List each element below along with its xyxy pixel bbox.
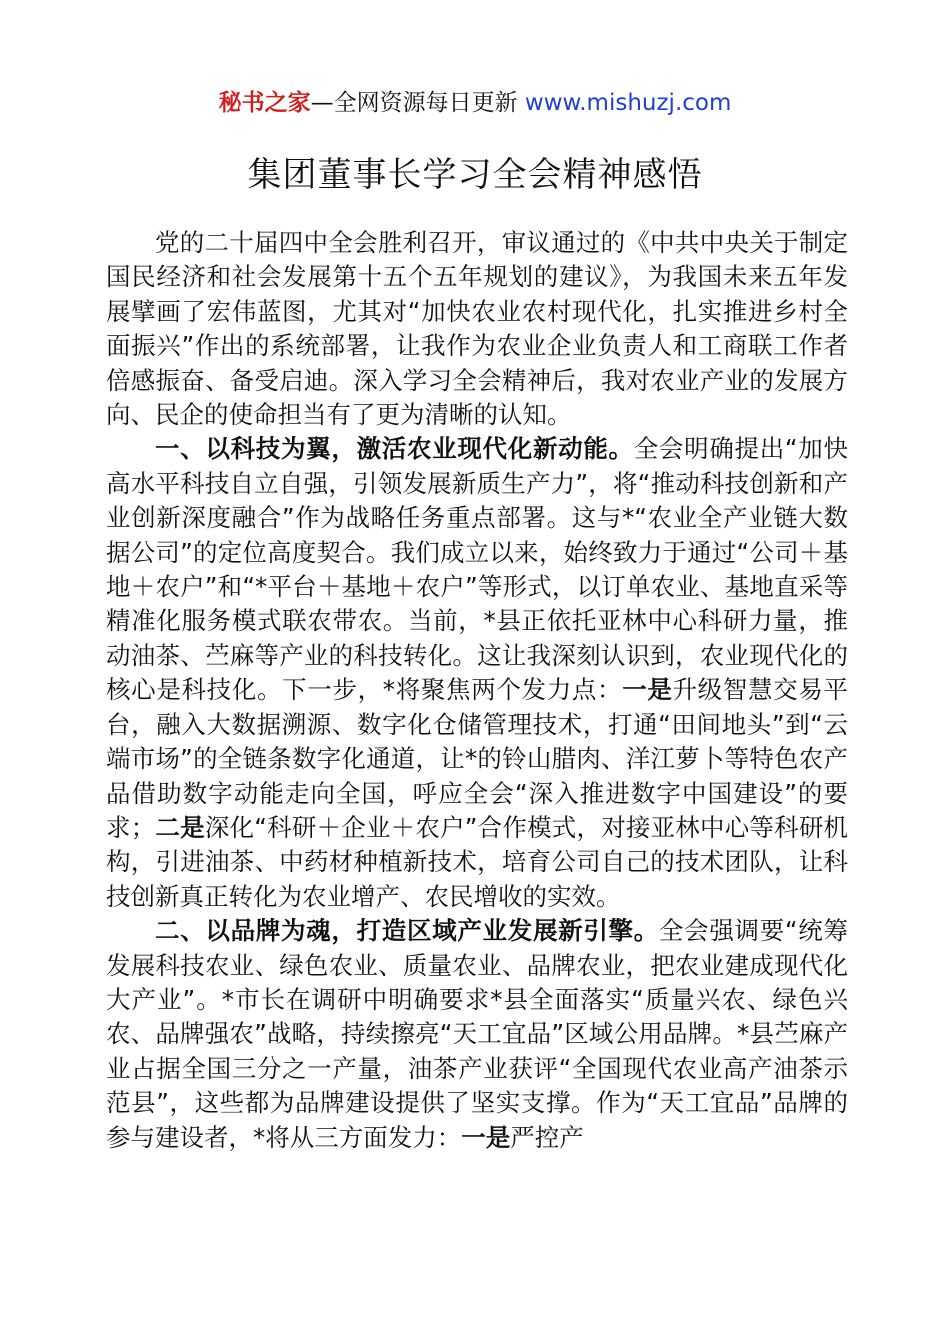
paragraph-section-1 bbox=[106, 432, 848, 914]
paragraph-text: 全会明确提出“加快高水平科技自立自强，引领发展新质生产力”，将“推动科技创新和产业创新深度融合”作为战略任务重点部署。这与*“农业全产业链大数据公司”的定位高度契合。我们成立以来，始终致力于通过“公司＋基地＋农户”和“*平台＋基地＋农户”等形式，以订单农业、基地直采等精准化服务模式联农带农。当前，*县正依托亚林中心科研力量，推动油茶、苎麻等产业的科技转化。这让我深刻认识到，农业现代化的核心是科技化。下一步，*将聚焦两个发力点： bbox=[106, 434, 848, 705]
paragraph-text: 严控产 bbox=[510, 1122, 584, 1152]
site-brand: 秘书之家 bbox=[218, 90, 311, 116]
site-tagline: —全网资源每日更新 bbox=[310, 90, 518, 116]
point-marker: 一是 bbox=[622, 675, 673, 705]
section-heading: 一、以科技为翼，激活农业现代化新动能。 bbox=[155, 434, 634, 464]
point-marker: 二是 bbox=[155, 812, 205, 842]
section-heading: 二、以品牌为魂，打造区域产业发展新引擎。 bbox=[155, 916, 659, 946]
paragraph-section-2 bbox=[106, 914, 848, 1155]
document-title: 集团董事长学习全会精神感悟 bbox=[247, 155, 703, 195]
paragraph-intro bbox=[106, 226, 848, 432]
site-header bbox=[0, 86, 950, 120]
paragraph-text: 党的二十届四中全会胜利召开，审议通过的《中共中央关于制定国民经济和社会发展第十五个五年规划的建议》，为我国未来五年发展擘画了宏伟蓝图，尤其对“加快农业农村现代化，扎实推进乡村全面振兴”作出的系统部署，让我作为农业企业负责人和工商联工作者倍感振奋、备受启迪。深入学习全会精神后，我对农业产业的发展方向、民企的使命担当有了更为清晰的认知。 bbox=[106, 228, 848, 430]
document-body bbox=[106, 226, 848, 1155]
site-url-link[interactable]: www.mishuzj.com bbox=[524, 90, 732, 116]
point-marker: 一是 bbox=[461, 1122, 511, 1152]
paragraph-text: 深化“科研＋企业＋农户”合作模式，对接亚林中心等科研机构，引进油茶、中药材种植新技术，培育公司自己的技术团队，让科技创新真正转化为农业增产、农民增收的实效。 bbox=[106, 812, 849, 911]
paragraph-text: 升级智慧交易平台，融入大数据溯源、数字化仓储管理技术，打通“田间地头”到“云端市场”的全链条数字化通道，让*的铃山腊肉、洋江萝卜等特色农产品借助数字动能走向全国，呼应全会“深入推进数字中国建设”的要求； bbox=[106, 675, 848, 842]
paragraph-text: 全会强调要“统筹发展科技农业、绿色农业、质量农业、品牌农业，把农业建成现代化大产业”。*市长在调研中明确要求*县全面落实“质量兴农、绿色兴农、品牌强农”战略，持续擦亮“天工宜品”区域公用品牌。*县苎麻产业占据全国三分之一产量，油茶产业获评“全国现代农业高产油茶示范县”，这些都为品牌建设提供了坚实支撑。作为“天工宜品”品牌的参与建设者，*将从三方面发力： bbox=[106, 916, 848, 1152]
